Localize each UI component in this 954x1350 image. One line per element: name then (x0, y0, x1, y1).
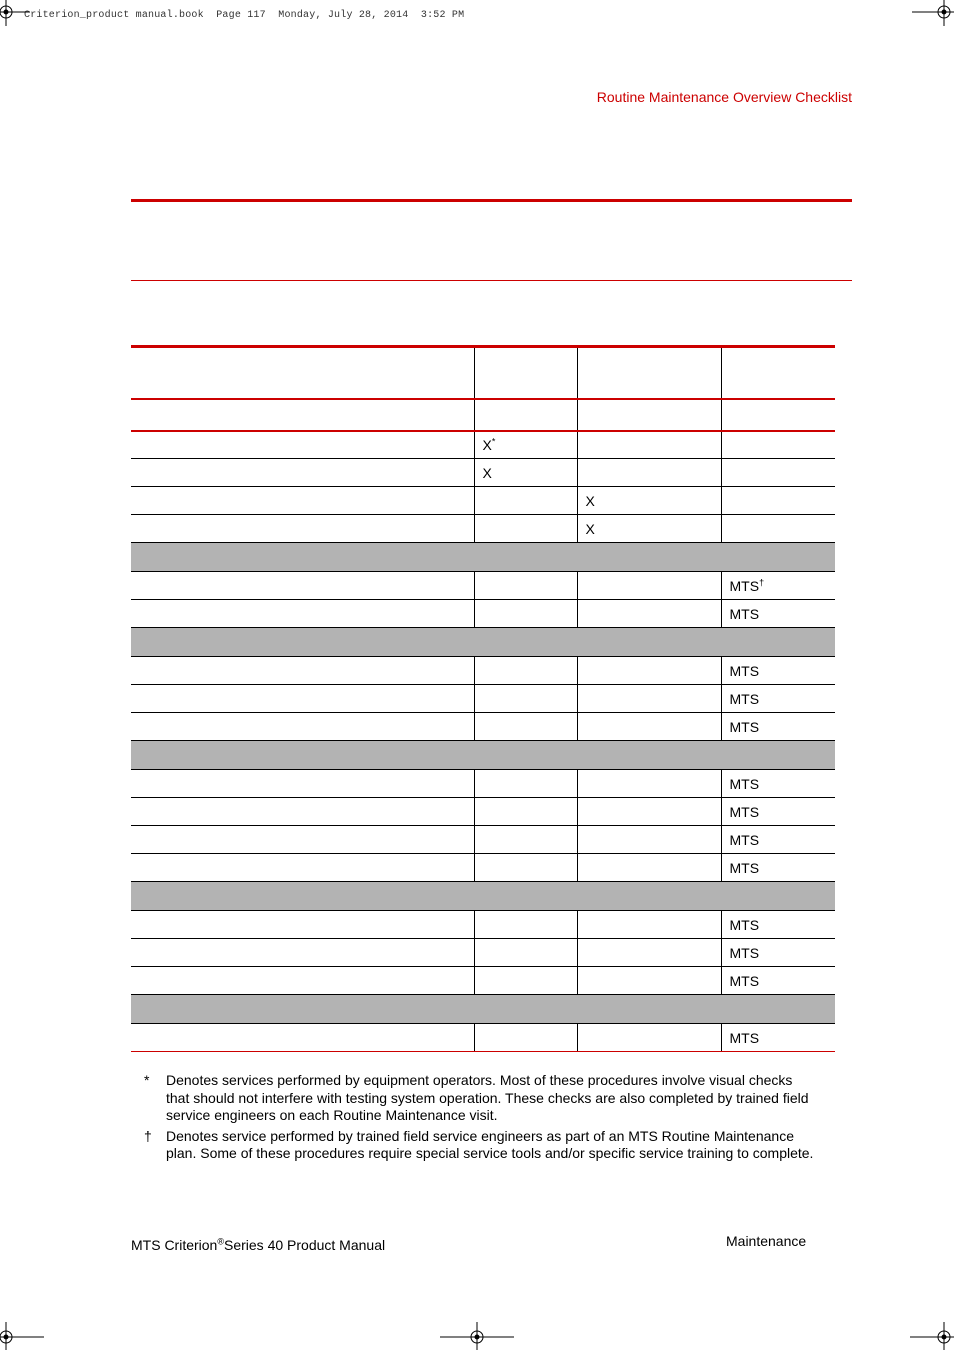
table-row (131, 515, 835, 543)
task-cell (131, 854, 474, 882)
schedule-cell (721, 826, 835, 854)
section-header-row (131, 741, 835, 770)
section-label (131, 741, 835, 770)
maintenance-checklist-table (131, 345, 835, 1052)
task-cell (131, 967, 474, 995)
table-row (131, 798, 835, 826)
schedule-cell (721, 798, 835, 826)
schedule-cell (474, 515, 577, 543)
cell-text: MTS (729, 775, 760, 792)
schedule-cell (721, 600, 835, 628)
footnotes (144, 1072, 814, 1166)
task-cell (131, 713, 474, 741)
printer-slug: Criterion_product manual.book Page 117 Monday, July 28, 2014 3:52 PM (24, 10, 465, 21)
cell-text: MTS (729, 718, 760, 735)
table-row (131, 487, 835, 515)
footnote-text: Denotes services performed by equipment operators. Most of these procedures involve visual checks that should not interfere with testing system operation. These checks are also completed by trained field service engineers on each Routine Maintenance visit. (166, 1072, 809, 1123)
section-label (131, 995, 835, 1024)
schedule-cell (721, 515, 835, 543)
schedule-cell (721, 487, 835, 515)
subheader-cell (474, 399, 577, 431)
section-label (131, 543, 835, 572)
registration-mark-bottom-left-icon (0, 1322, 44, 1350)
schedule-cell (721, 939, 835, 967)
table-row (131, 572, 835, 600)
task-cell (131, 515, 474, 543)
footer-title-suffix: Series 40 Product Manual (224, 1237, 386, 1253)
task-cell (131, 798, 474, 826)
schedule-cell (474, 600, 577, 628)
cell-text: MTS (729, 972, 760, 989)
schedule-cell (474, 911, 577, 939)
cell-text: X (585, 492, 595, 509)
subheader-cell (577, 399, 721, 431)
table-header-row (131, 347, 835, 399)
task-cell (131, 487, 474, 515)
schedule-cell (474, 713, 577, 741)
schedule-cell (721, 657, 835, 685)
cell-text: X (585, 520, 595, 537)
schedule-cell (577, 572, 721, 600)
schedule-cell (474, 685, 577, 713)
footnote (144, 1072, 814, 1125)
section-rule-thin (131, 280, 852, 281)
table-row (131, 911, 835, 939)
task-cell (131, 939, 474, 967)
table-row (131, 854, 835, 882)
header-cell (131, 347, 474, 399)
footer-title-prefix: MTS Criterion (131, 1237, 218, 1253)
schedule-cell (474, 1024, 577, 1052)
footnote-text: Denotes service performed by trained field service engineers as part of an MTS Routine Maintenance plan. Some of these procedures require special service tools and/or specific service training to complete. (166, 1127, 814, 1161)
schedule-cell (474, 798, 577, 826)
table-row (131, 713, 835, 741)
section-header-row (131, 882, 835, 911)
schedule-cell (577, 967, 721, 995)
section-header-row (131, 628, 835, 657)
cell-text: MTS (729, 690, 760, 707)
cell-text: MTS (729, 1029, 760, 1046)
subheader-cell (721, 399, 835, 431)
schedule-cell (721, 911, 835, 939)
cell-text: X (482, 436, 492, 453)
schedule-cell (474, 657, 577, 685)
task-cell (131, 685, 474, 713)
task-cell (131, 657, 474, 685)
task-cell (131, 431, 474, 459)
section-label (131, 628, 835, 657)
table-row (131, 967, 835, 995)
schedule-cell (577, 713, 721, 741)
schedule-cell (474, 572, 577, 600)
schedule-cell (474, 939, 577, 967)
schedule-cell (474, 854, 577, 882)
schedule-cell (577, 487, 721, 515)
schedule-cell (474, 967, 577, 995)
section-rule-thick (131, 199, 852, 202)
schedule-cell (577, 798, 721, 826)
table-row (131, 657, 835, 685)
table-row (131, 939, 835, 967)
schedule-cell (721, 431, 835, 459)
schedule-cell (577, 685, 721, 713)
schedule-cell (474, 826, 577, 854)
footnote-mark: * (144, 1072, 150, 1088)
table-row (131, 431, 835, 459)
footnote-reference: † (759, 576, 765, 587)
schedule-cell (721, 713, 835, 741)
cell-text: MTS (729, 803, 760, 820)
footer-chapter: Maintenance (726, 1233, 807, 1249)
schedule-cell (577, 459, 721, 487)
table-row (131, 459, 835, 487)
schedule-cell (474, 770, 577, 798)
section-header-row (131, 543, 835, 572)
registered-mark: ® (217, 1236, 224, 1247)
schedule-cell (721, 967, 835, 995)
cell-text: MTS (729, 916, 760, 933)
table-row (131, 600, 835, 628)
table-row (131, 685, 835, 713)
cell-text: MTS (729, 831, 760, 848)
cell-text: MTS (729, 859, 760, 876)
schedule-cell (474, 459, 577, 487)
table-subheader-row (131, 399, 835, 431)
task-cell (131, 459, 474, 487)
schedule-cell (721, 459, 835, 487)
section-label (131, 882, 835, 911)
cell-text: MTS (729, 605, 760, 622)
section-header-row (131, 995, 835, 1024)
task-cell (131, 911, 474, 939)
cell-text: MTS (729, 944, 760, 961)
footer-manual-title (131, 1237, 385, 1253)
registration-mark-bottom-center-icon (440, 1322, 514, 1350)
cell-text: X (482, 464, 492, 481)
header-cell (721, 347, 835, 399)
header-cell (577, 347, 721, 399)
footnote (144, 1128, 814, 1163)
running-head: Routine Maintenance Overview Checklist (596, 89, 852, 105)
footnote-reference: * (491, 436, 496, 447)
schedule-cell (721, 1024, 835, 1052)
task-cell (131, 600, 474, 628)
cell-text: MTS (729, 577, 760, 594)
footnote-mark: † (144, 1127, 152, 1144)
task-cell (131, 770, 474, 798)
task-cell (131, 1024, 474, 1052)
schedule-cell (721, 572, 835, 600)
task-cell (131, 826, 474, 854)
schedule-cell (577, 770, 721, 798)
schedule-cell (721, 770, 835, 798)
schedule-cell (577, 600, 721, 628)
schedule-cell (577, 826, 721, 854)
schedule-cell (721, 685, 835, 713)
schedule-cell (577, 854, 721, 882)
schedule-cell (721, 854, 835, 882)
schedule-cell (577, 431, 721, 459)
table-row (131, 770, 835, 798)
schedule-cell (577, 939, 721, 967)
task-cell (131, 572, 474, 600)
registration-mark-bottom-right-icon (910, 1322, 954, 1350)
schedule-cell (577, 515, 721, 543)
table-row (131, 1024, 835, 1052)
header-cell (474, 347, 577, 399)
table-row (131, 826, 835, 854)
registration-mark-top-right-icon (912, 0, 954, 26)
schedule-cell (474, 431, 577, 459)
schedule-cell (474, 487, 577, 515)
schedule-cell (577, 1024, 721, 1052)
subheader-cell (131, 399, 474, 431)
schedule-cell (577, 911, 721, 939)
cell-text: MTS (729, 662, 760, 679)
schedule-cell (577, 657, 721, 685)
registration-mark-top-left-icon (0, 0, 30, 26)
